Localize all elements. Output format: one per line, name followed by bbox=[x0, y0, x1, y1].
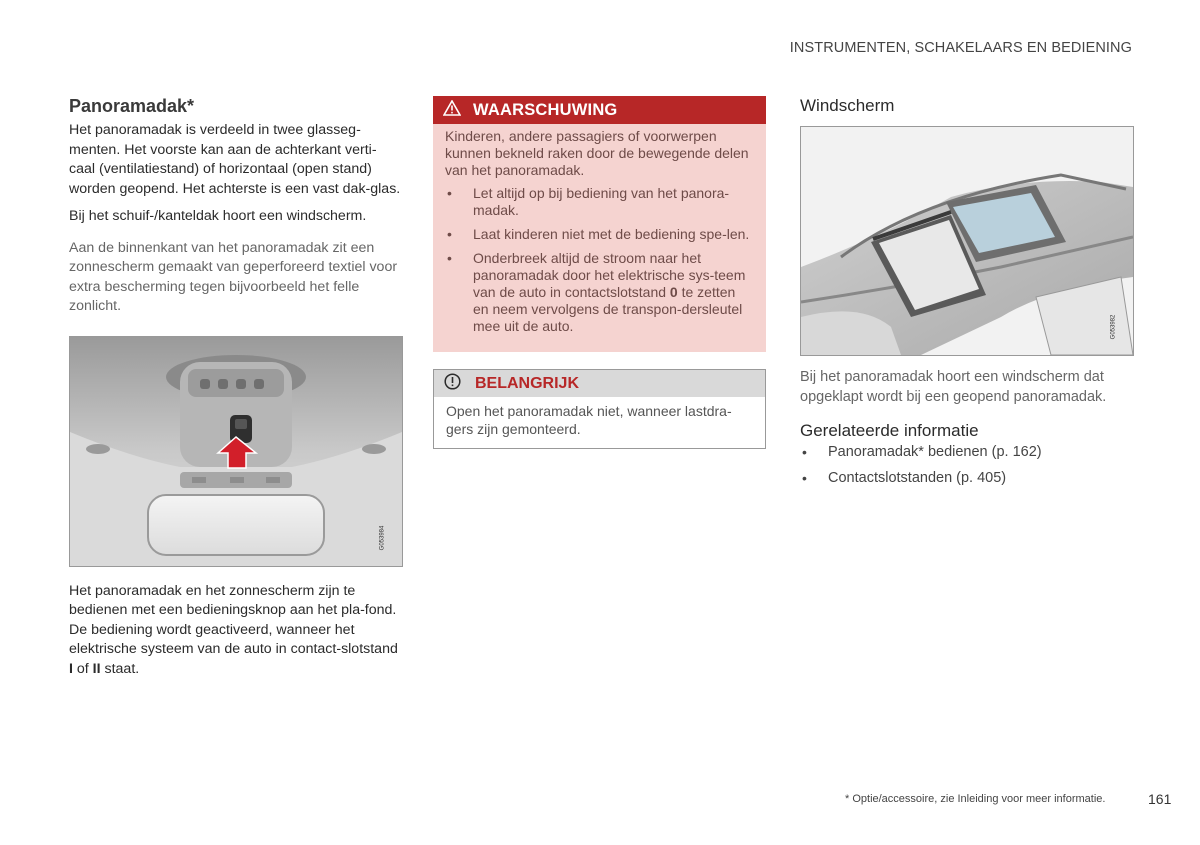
page-number: 161 bbox=[1148, 791, 1172, 807]
panoramic-roof-illustration bbox=[801, 127, 1133, 355]
list-item: • Onderbreek altijd de stroom naar het panoramadak door het elektrische sys-teem van de auto in contactslotstand 0 te zetten en neem vervolgens de transpon-dersleutel mee uit de auto. bbox=[445, 250, 754, 335]
important-box bbox=[433, 369, 766, 449]
exclamation-circle-icon bbox=[444, 373, 461, 395]
related-heading: Gerelateerde informatie bbox=[800, 421, 979, 440]
warning-intro: Kinderen, andere passagiers of voorwerpen kunnen bekneld raken door de bewegende delen van het panoramadak. bbox=[445, 128, 749, 178]
section-header: INSTRUMENTEN, SCHAKELAARS EN BEDIENING bbox=[789, 40, 1132, 56]
footnote: * Optie/accessoire, zie Inleiding voor meer informatie. bbox=[845, 793, 1106, 805]
ceiling-console-illustration bbox=[70, 337, 402, 566]
control-paragraph: Het panoramadak en het zonnescherm zijn te bedienen met een bedieningsknop aan het pla-fond. De bediening wordt geactiveerd, wanneer het elektrische systeem van de auto in contact-slotstand I of II staat. bbox=[69, 582, 398, 677]
list-item: • Laat kinderen niet met de bediening spe-len. bbox=[445, 226, 754, 243]
warning-header bbox=[433, 96, 766, 124]
column-right bbox=[800, 96, 1134, 495]
sunscreen-paragraph: Aan de binnenkant van het panoramadak zit een zonnescherm gemaakt van geperforeerd textiel voor extra bescherming tegen bijvoorbeeld het felle zonlicht. bbox=[69, 239, 398, 314]
intro-paragraph: Het panoramadak is verdeeld in twee glasseg-menten. Het voorste kan aan de achterkant verti-caal (ventilatiestand) of horizontaal (open stand) worden geopend. Het achterste is een vast dak-glas. bbox=[69, 122, 401, 197]
warning-box bbox=[433, 96, 766, 352]
windscreen-heading: Windscherm bbox=[800, 96, 895, 115]
related-link-panorama[interactable]: • Panoramadak* bedienen (p. 162) bbox=[800, 443, 1134, 462]
important-text: Open het panoramadak niet, wanneer lastdra-gers zijn gemonteerd. bbox=[446, 403, 732, 437]
column-middle bbox=[433, 96, 766, 449]
figure-code: G053984 bbox=[379, 525, 386, 550]
windscreen-note: Bij het schuif-/kanteldak hoort een windscherm. bbox=[69, 208, 367, 224]
section-title: Panoramadak* bbox=[69, 96, 195, 116]
warning-triangle-icon bbox=[443, 100, 461, 121]
important-label: BELANGRIJK bbox=[475, 374, 580, 392]
related-link-contact[interactable]: • Contactslotstanden (p. 405) bbox=[800, 469, 1134, 488]
windscreen-image bbox=[800, 126, 1134, 356]
column-left bbox=[69, 96, 401, 679]
warning-list bbox=[445, 185, 754, 335]
important-header bbox=[434, 370, 765, 397]
ceiling-control-image bbox=[69, 336, 403, 567]
warning-label: WAARSCHUWING bbox=[473, 100, 618, 119]
figure-code: G053982 bbox=[1110, 314, 1117, 340]
windscreen-caption: Bij het panoramadak hoort een windscherm dat opgeklapt wordt bij een geopend panoramadak. bbox=[800, 369, 1107, 405]
list-item: • Let altijd op bij bediening van het panora-madak. bbox=[445, 185, 754, 219]
related-list bbox=[800, 443, 1134, 488]
